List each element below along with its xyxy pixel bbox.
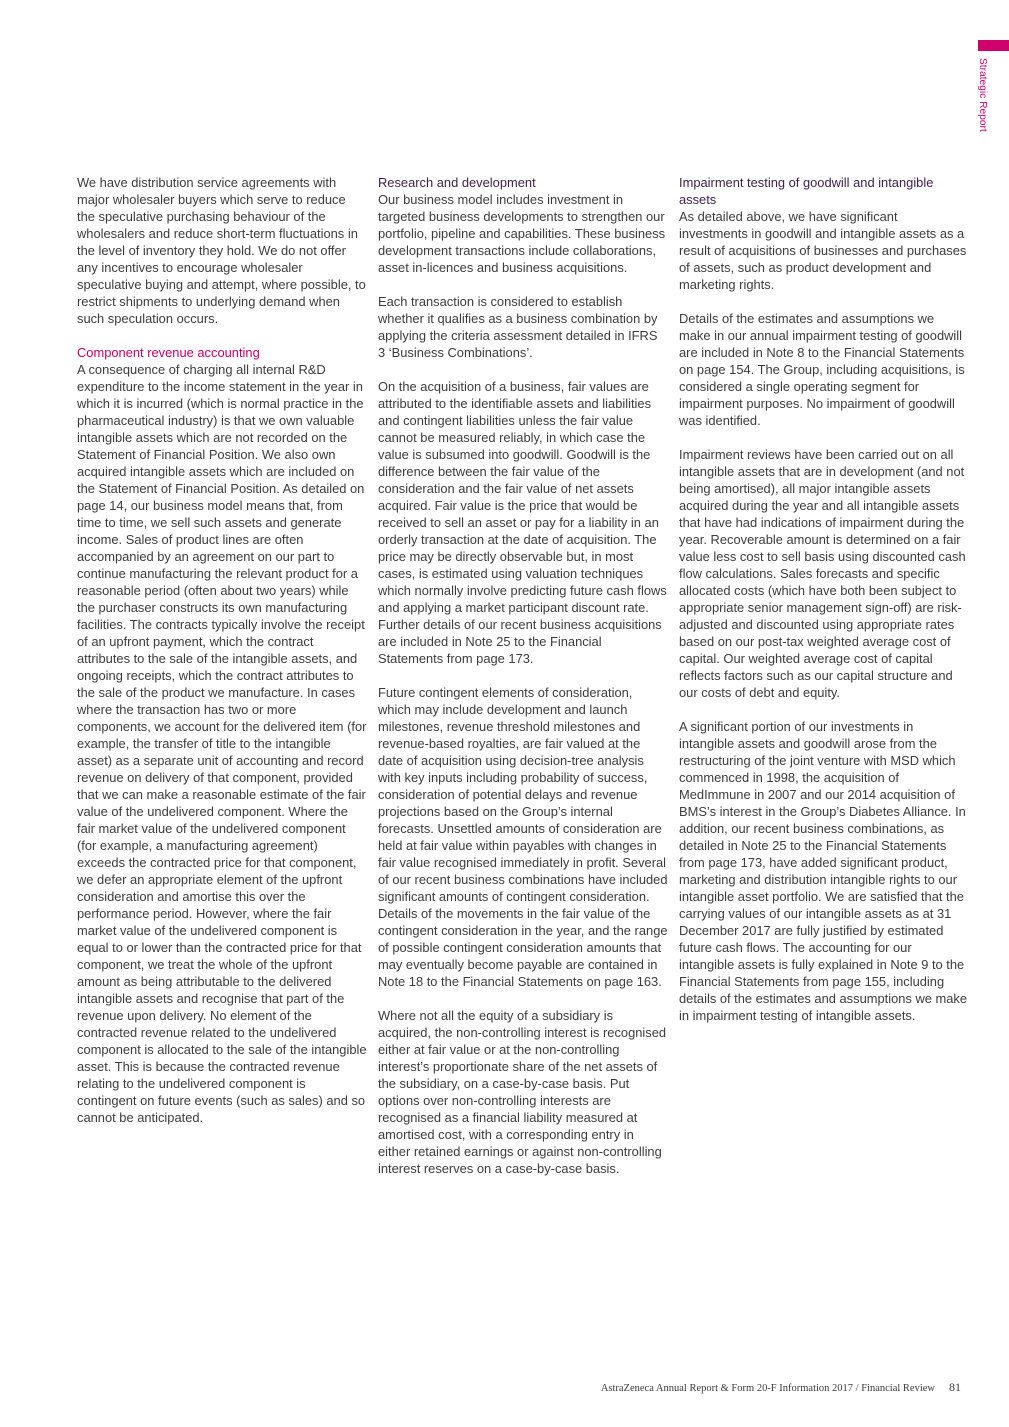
- paragraph: As detailed above, we have significant investments in goodwill and intangible assets as a result of acquisitions of businesses and purchases of assets, such as product development and marketing rights.: [679, 209, 967, 292]
- section-tab-marker: [978, 40, 1009, 51]
- paragraph: A consequence of charging all internal R&D expenditure to the income statement in the year in which it is incurred (which is normal practice in the pharmaceutical industry) is that we own valuable intangible assets which are not recorded on the Statement of Financial Position. We also own acquired intangible assets which are included on the Statement of Financial Position. As detailed on page 14, our business model means that, from time to time, we sell such assets and generate income. Sales of product lines are often accompanied by an agreement on our part to continue manufacturing the relevant product for a reasonable period (often about two years) while the purchaser constructs its own manufacturing facilities. The contracts typically involve the receipt of an upfront payment, which the contract attributes to the sale of the intangible assets, and ongoing receipts, which the contract attributes to the sale of the product we manufacture. In cases where the transaction has two or more components, we account for the delivered item (for example, the transfer of title to the intangible asset) as a separate unit of accounting and record revenue on delivery of that component, provided that we can make a reasonable estimate of the fair value of the undelivered component. Where the fair market value of the undelivered component (for example, a manufacturing agreement) exceeds the contracted price for that component, we defer an appropriate element of the upfront consideration and amortise this over the performance period. However, where the fair market value of the undelivered component is equal to or lower than the contracted price for that component, we treat the whole of the upfront amount as being attributable to the delivered intangible assets and recognise that part of the revenue upon delivery. No element of the contracted revenue related to the undelivered component is allocated to the sale of the intangible asset. This is because the contracted revenue relating to the undelivered component is contingent on future events (such as sales) and so cannot be anticipated.: [77, 362, 367, 1125]
- paragraph: Future contingent elements of consideration, which may include development and launch milestones, revenue threshold milestones and revenue-based royalties, are fair valued at the date of acquisition using decision-tree analysis with key inputs including probability of success, consideration of potential delays and revenue projections based on the Group’s internal forecasts. Unsettled amounts of consideration are held at fair value within payables with changes in fair value recognised immediately in profit. Several of our recent business combinations have included significant amounts of contingent consideration. Details of the movements in the fair value of the contingent consideration in the year, and the range of possible contingent consideration amounts that may eventually become payable are contained in Note 18 to the Financial Statements on page 163.: [378, 685, 668, 989]
- footer-text: AstraZeneca Annual Report & Form 20-F Information 2017 / Financial Review: [600, 1383, 935, 1394]
- paragraph: Where not all the equity of a subsidiary is acquired, the non-controlling interest is recognised either at fair value or at the non-controlling interest’s proportionate share of the net assets of the subsidiary, on a case-by-case basis. Put options over non-controlling interests are recognised as a financial liability measured at amortised cost, with a corresponding entry in either retained earnings or against non-controlling interest reserves on a case-by-case basis.: [378, 1008, 667, 1176]
- paragraph: We have distribution service agreements with major wholesaler buyers which serve to reduce the speculative purchasing behaviour of the wholesalers and reduce short-term fluctuations in the level of inventory they hold. We do not offer any incentives to encourage wholesaler speculative buying and attempt, where possible, to restrict shipments to underlying demand when such speculation occurs.: [77, 175, 366, 326]
- text-column-1: [77, 174, 367, 1126]
- paragraph: Impairment reviews have been carried out on all intangible assets that are in development (and not being amortised), all major intangible assets acquired during the year and all intangible assets that have had indications of impairment during the year. Recoverable amount is determined on a fair value less cost to sell basis using discounted cash flow calculations. Sales forecasts and specific allocated costs (which have both been subject to appropriate senior management sign-off) are risk-adjusted and discounted using appropriate rates based on our post-tax weighted average cost of capital. Our weighted average cost of capital reflects factors such as our capital structure and our costs of debt and equity.: [679, 447, 966, 700]
- section-heading: Research and development: [378, 175, 536, 190]
- paragraph: On the acquisition of a business, fair values are attributed to the identifiable assets and liabilities and contingent liabilities unless the fair value cannot be measured reliably, in which case the value is subsumed into goodwill. Goodwill is the difference between the fair value of the consideration and the fair value of net assets acquired. Fair value is the price that would be received to sell an asset or pay for a liability in an orderly transaction at the date of acquisition. The price may be directly observable but, in most cases, is estimated using valuation techniques which normally involve predicting future cash flows and applying a market participant discount rate. Further details of our recent business acquisitions are included in Note 25 to the Financial Statements from page 173.: [378, 379, 667, 666]
- page-number: 81: [949, 1380, 961, 1394]
- page-footer: [601, 1380, 961, 1395]
- text-column-2: [378, 174, 668, 1177]
- section-label: Strategic Report: [977, 58, 988, 132]
- paragraph: Each transaction is considered to establish whether it qualifies as a business combination by applying the criteria assessment detailed in IFRS 3 ‘Business Combinations’.: [378, 294, 658, 360]
- paragraph: Details of the estimates and assumptions we make in our annual impairment testing of goodwill are included in Note 8 to the Financial Statements on page 154. The Group, including acquisitions, is considered a single operating segment for impairment purposes. No impairment of goodwill was identified.: [679, 311, 965, 428]
- section-heading: Component revenue accounting: [77, 345, 260, 360]
- paragraph: Our business model includes investment in targeted business developments to strengthen our portfolio, pipeline and capabilities. These business development transactions include collaborations, asset in-licences and business acquisitions.: [378, 192, 666, 275]
- paragraph: A significant portion of our investments in intangible assets and goodwill arose from the restructuring of the joint venture with MSD which commenced in 1998, the acquisition of MedImmune in 2007 and our 2014 acquisition of BMS’s interest in the Group’s Diabetes Alliance. In addition, our recent business combinations, as detailed in Note 25 to the Financial Statements from page 173, have added significant product, marketing and distribution intangible rights to our intangible asset portfolio. We are satisfied that the carrying values of our intangible assets as at 31 December 2017 are fully justified by estimated future cash flows. The accounting for our intangible assets is fully explained in Note 9 to the Financial Statements from page 155, including details of the estimates and assumptions we make in impairment testing of intangible assets.: [679, 719, 968, 1023]
- section-heading: Impairment testing of goodwill and intangible assets: [679, 175, 934, 207]
- text-column-3: [679, 174, 969, 1024]
